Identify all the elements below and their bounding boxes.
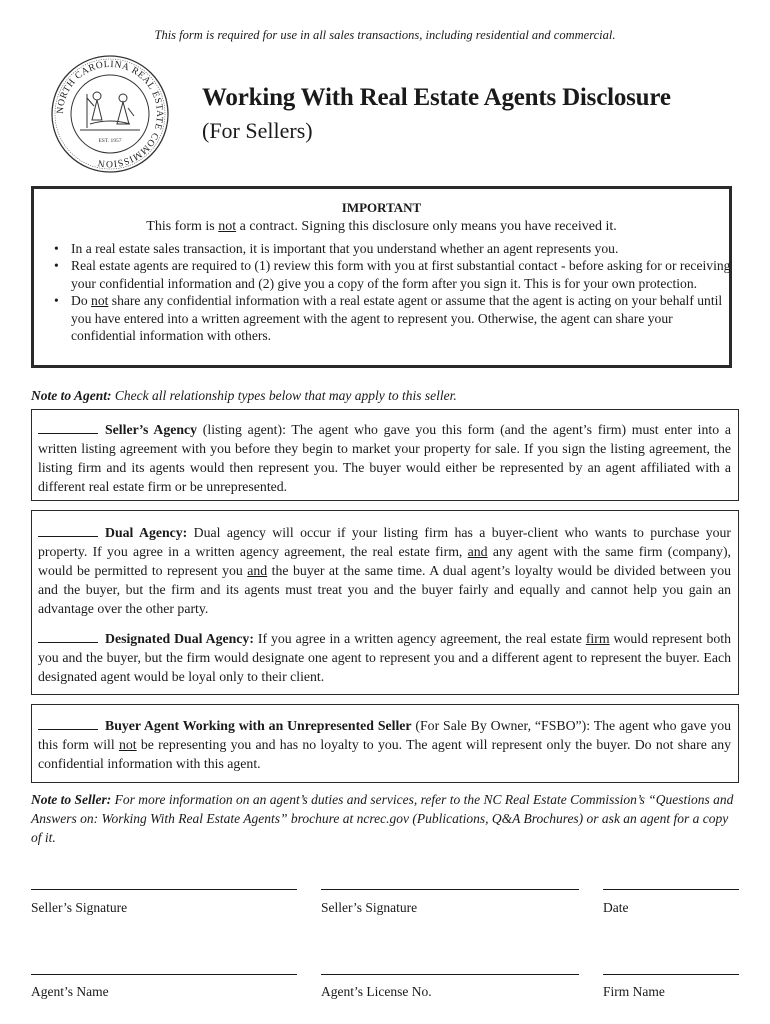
important-line: This form is not a contract. Signing this disclosure only means you have received it. — [146, 219, 617, 234]
buyer-agent-checkline[interactable] — [38, 717, 98, 730]
important-bullet: • Do not share any confidential information with a real estate agent or assume that the agent is acting on your behalf until you have entered into a written agreement with the agent to represent you. Otherwise, the agent can share your confidential information with others. — [54, 293, 723, 344]
important-heading: IMPORTANT — [341, 200, 422, 215]
firm-name-label: Firm Name — [603, 984, 665, 999]
dual-agency-text: Dual Agency: Dual agency will occur if your listing firm has a buyer-client who wants to purchase your property. If you agree in a written agency agreement, the real estate firm, and any agent with the same firm (company), would be permitted to represent you and the buyer at the same time. A dual agent’s loyalty would be divided between you and the buyer, but the firm and its agents must treat you and the buyer fairly and equally and cannot help you gain an advantage over the other party. — [38, 525, 731, 616]
agents-license-line[interactable] — [321, 974, 579, 975]
designated-dual-agency-checkline[interactable] — [38, 630, 98, 643]
state-seal-logo — [50, 54, 170, 174]
note-to-agent: Note to Agent: Check all relationship types below that may apply to this seller. — [31, 388, 457, 403]
important-bullets — [51, 240, 731, 344]
sellers-signature-label: Seller’s Signature — [321, 900, 418, 915]
sellers-signature-line-1[interactable] — [31, 889, 297, 890]
sellers-signature-line-2[interactable] — [321, 889, 579, 890]
seal-ring-text: NORTH CAROLINA REAL ESTATE COMMISSION — [54, 58, 166, 170]
sellers-agency-text: Seller’s Agency (listing agent): The agent who gave you this form (and the agent’s firm) must enter into a written listing agreement with you before they begin to market your property for sale. If you sign the listing agreement, the listing firm and its agents would then represent you. The buyer would either be represented by an agent affiliated with a different real estate firm or be unrepresented. — [38, 422, 731, 494]
agents-license-label: Agent’s License No. — [321, 984, 432, 999]
sellers-agency-checkline[interactable] — [38, 421, 98, 434]
agents-name-label: Agent’s Name — [31, 984, 109, 999]
designated-dual-agency-text: Designated Dual Agency: If you agree in a written agency agreement, the real estate firm would represent both you and the buyer, but the firm would designate one agent to represent you and a different agent to represent the buyer. Each designated agent would be loyal only to their client. — [38, 631, 731, 684]
date-line[interactable] — [603, 889, 739, 890]
dual-agency-box — [31, 510, 739, 695]
important-box — [31, 186, 732, 368]
buyer-agent-box — [31, 704, 739, 783]
date-label: Date — [603, 900, 629, 915]
important-bullet: • In a real estate sales transaction, it is important that you understand whether an agent represents you. — [54, 241, 619, 256]
seal-inner-text: EST. 1957 — [98, 138, 122, 144]
seal-figures — [80, 92, 140, 130]
buyer-agent-text: Buyer Agent Working with an Unrepresented Seller (For Sale By Owner, “FSBO”): The agent who gave you this form will not be representing you and has no loyalty to you. The agent will represent only the buyer. Do not share any confidential information with this agent. — [38, 718, 731, 771]
sellers-signature-label: Seller’s Signature — [31, 900, 128, 915]
page-subtitle: (For Sellers) — [202, 118, 313, 143]
agents-name-line[interactable] — [31, 974, 297, 975]
header-note: This form is required for use in all sales transactions, including residential and commercial. — [154, 28, 616, 42]
important-bullet: • Real estate agents are required to (1) review this form with you at first substantial contact - before asking for or receiving your confidential information and (2) give you a copy of the form after you sign it. This is for your own protection. — [54, 258, 731, 291]
firm-name-line[interactable] — [603, 974, 739, 975]
page-title: Working With Real Estate Agents Disclosure — [202, 84, 671, 111]
dual-agency-checkline[interactable] — [38, 524, 98, 537]
note-to-seller: Note to Seller: For more information on an agent’s duties and services, refer to the NC Real Estate Commission’s “Questions and Answers on: Working With Real Estate Agents” brochure at ncrec.gov (Publications, Q&A Brochures) or ask an agent for a copy of it. — [31, 792, 734, 845]
sellers-agency-box — [31, 409, 739, 501]
